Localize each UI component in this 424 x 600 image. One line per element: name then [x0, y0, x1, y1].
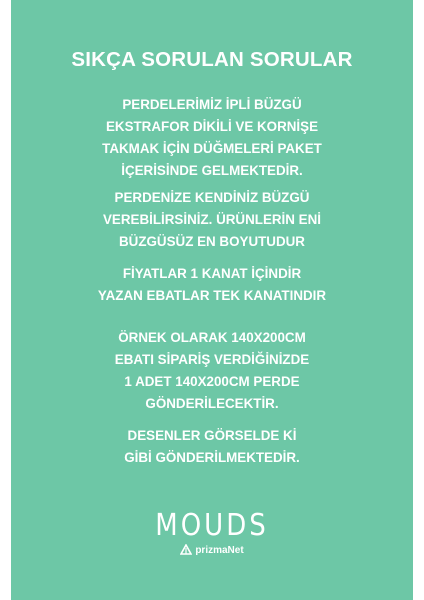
faq-line: PERDELERİMİZ İPLİ BÜZGÜ — [122, 97, 302, 112]
faq-line: VEREBİLİRSİNİZ. ÜRÜNLERİN ENİ — [103, 212, 321, 227]
faq-line: GÖNDERİLECEKTİR. — [145, 396, 279, 411]
faq-line: GİBİ GÖNDERİLMEKTEDİR. — [124, 450, 300, 465]
brand-logo — [11, 508, 413, 561]
brand-logo-subtext: prizmaNet — [195, 544, 244, 556]
faq-line: PERDENİZE KENDİNİZ BÜZGÜ — [114, 190, 310, 205]
faq-line: İÇERİSİNDE GELMEKTEDİR. — [121, 163, 303, 178]
page-title: SIKÇA SORULAN SORULAR — [71, 48, 353, 71]
faq-line: FİYATLAR 1 KANAT İÇİNDİR — [122, 266, 302, 281]
faq-paragraph-2 — [11, 187, 413, 253]
faq-line: BÜZGÜSÜZ EN BOYUTUDUR — [119, 234, 305, 249]
faq-line: EBATI SİPARİŞ VERDİĞİNİZDE — [114, 352, 310, 367]
faq-line: 1 ADET 140X200CM PERDE — [124, 374, 300, 389]
brand-logo-wordmark: MOUDS — [155, 508, 269, 544]
faq-line: DESENLER GÖRSELDE Kİ — [127, 428, 297, 443]
faq-paragraph-3 — [11, 263, 413, 307]
faq-line: EKSTRAFOR DİKİLİ VE KORNİŞE — [105, 119, 319, 134]
faq-line: ÖRNEK OLARAK 140X200CM — [118, 330, 306, 345]
faq-paragraph-4 — [11, 327, 413, 415]
brand-logo-sub — [180, 544, 243, 556]
prism-icon — [180, 544, 192, 556]
faq-panel — [11, 0, 413, 600]
faq-line: TAKMAK İÇİN DÜĞMELERİ PAKET — [102, 141, 322, 156]
faq-line: YAZAN EBATLAR TEK KANATINDIR — [97, 288, 327, 303]
faq-paragraph-1 — [11, 94, 413, 182]
faq-paragraph-5 — [11, 425, 413, 469]
